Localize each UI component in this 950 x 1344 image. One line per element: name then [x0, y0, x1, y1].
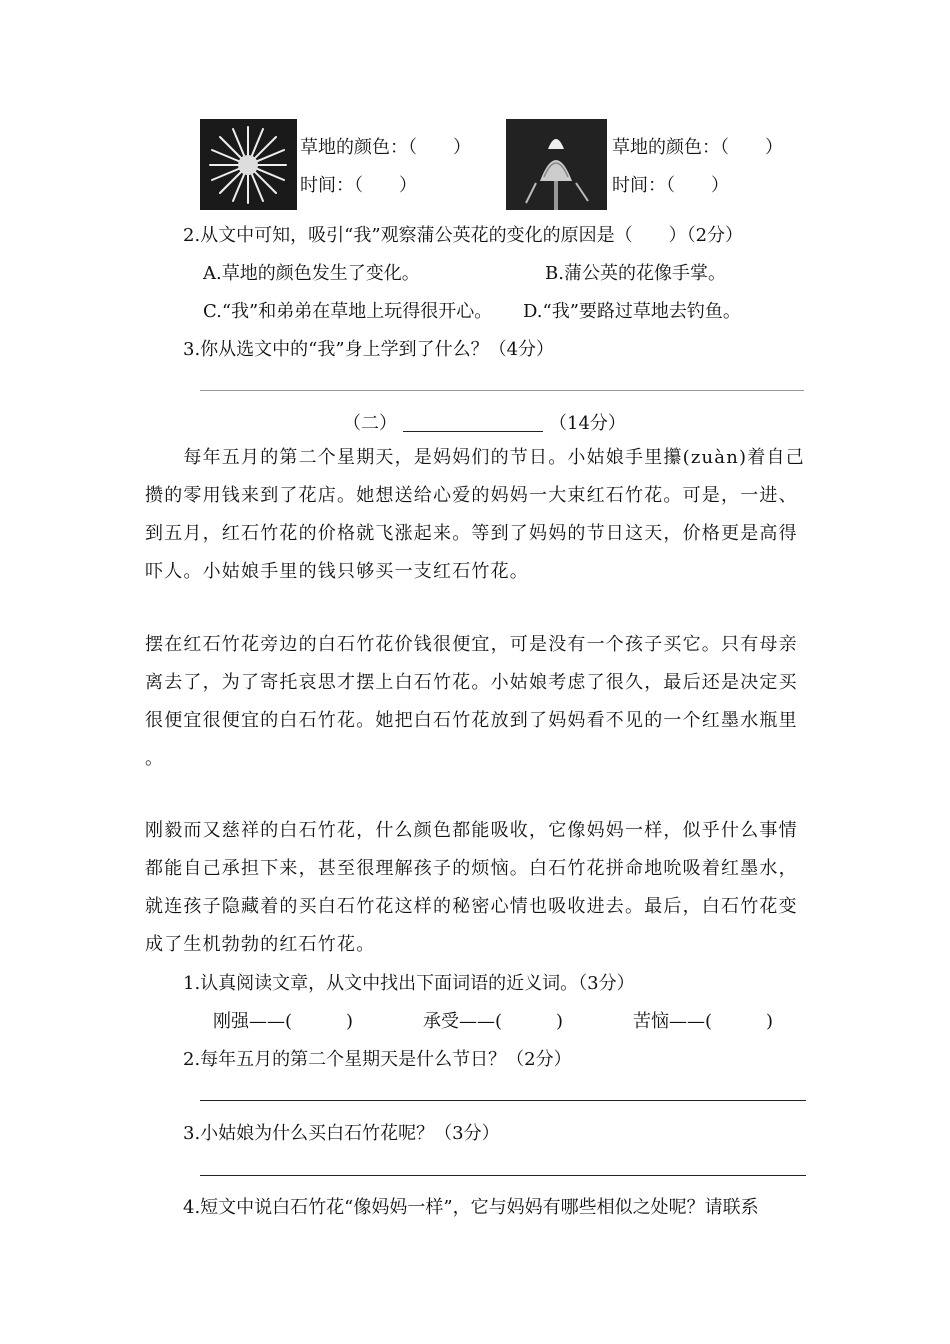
answer-line-q3 — [200, 390, 804, 391]
passage-line: 都能自己承担下来，甚至很理解孩子的烦恼。白石竹花拼命地吮吸着红墨水， — [145, 858, 798, 879]
option-a: A.草地的颜色发生了变化。 — [203, 263, 420, 284]
s2-question-1: 1.认真阅读文章，从文中找出下面词语的近义词。（3分） — [183, 973, 635, 994]
left-grass-color-label: 草地的颜色：（ ） — [300, 137, 471, 158]
passage-line: 每年五月的第二个星期天，是妈妈们的节日。小姑娘手里攥(zuàn)着自己 — [145, 447, 805, 468]
dandelion-flower-photo — [200, 119, 297, 210]
option-d: D.“我”要路过草地去钓鱼。 — [523, 301, 741, 322]
dandelion-flower-image — [200, 119, 297, 210]
option-c: C.“我”和弟弟在草地上玩得很开心。 — [203, 301, 493, 322]
dandelion-bud-photo — [506, 119, 607, 210]
answer-line-s2q3 — [200, 1175, 806, 1176]
section-2-prefix: （二） — [343, 413, 397, 434]
section-2-heading — [343, 409, 626, 435]
passage-line: 就连孩子隐藏着的买白石竹花这样的秘密心情也吸收进去。最后，白石竹花变 — [145, 896, 798, 917]
passage-line: 很便宜很便宜的白石竹花。她把白石竹花放到了妈妈看不见的一个红墨水瓶里 — [145, 710, 798, 731]
passage-line: 攒的零用钱来到了花店。她想送给心爱的妈妈一大束红石竹花。可是，一进、 — [145, 485, 798, 506]
synonym-item-3: 苦恼——( ) — [633, 1011, 774, 1032]
passage-paragraph-3 — [145, 812, 805, 964]
section-2-score: （14分） — [549, 413, 626, 434]
section-2-title-blank — [403, 413, 543, 432]
question-2: 2.从文中可知，吸引“我”观察蒲公英花的变化的原因是（ ）（2分） — [183, 225, 744, 246]
passage-paragraph-1 — [145, 439, 805, 591]
synonym-item-2: 承受——( ) — [423, 1011, 564, 1032]
s2-question-4: 4.短文中说白石竹花“像妈妈一样”，它与妈妈有哪些相似之处呢？请联系 — [183, 1197, 759, 1218]
passage-line: 成了生机勃勃的红石竹花。 — [145, 934, 376, 955]
question-3: 3.你从选文中的“我”身上学到了什么？（4分） — [183, 339, 555, 360]
answer-line-s2q2 — [200, 1100, 806, 1101]
passage-line: 刚毅而又慈祥的白石竹花，什么颜色都能吸收，它像妈妈一样，似乎什么事情 — [145, 820, 798, 841]
passage-line: 吓人。小姑娘手里的钱只够买一支红石竹花。 — [145, 561, 529, 582]
s2-question-3: 3.小姑娘为什么买白石竹花呢？（3分） — [183, 1123, 500, 1144]
dandelion-bud-image — [506, 119, 607, 210]
right-grass-color-label: 草地的颜色：（ ） — [612, 137, 783, 158]
s2-question-2: 2.每年五月的第二个星期天是什么节日？（2分） — [183, 1049, 572, 1070]
passage-paragraph-2 — [145, 626, 805, 778]
left-time-label: 时间：（ ） — [300, 175, 417, 196]
passage-line: 。 — [145, 748, 165, 769]
synonym-item-1: 刚强——( ) — [213, 1011, 354, 1032]
passage-line: 到五月，红石竹花的价格就飞涨起来。等到了妈妈的节日这天，价格更是高得 — [145, 523, 798, 544]
option-b: B.蒲公英的花像手掌。 — [545, 263, 726, 284]
right-time-label: 时间：（ ） — [612, 175, 729, 196]
passage-line: 摆在红石竹花旁边的白石竹花价钱很便宜，可是没有一个孩子买它。只有母亲 — [145, 634, 798, 655]
passage-line: 离去了，为了寄托哀思才摆上白石竹花。小姑娘考虑了很久，最后还是决定买 — [145, 672, 798, 693]
